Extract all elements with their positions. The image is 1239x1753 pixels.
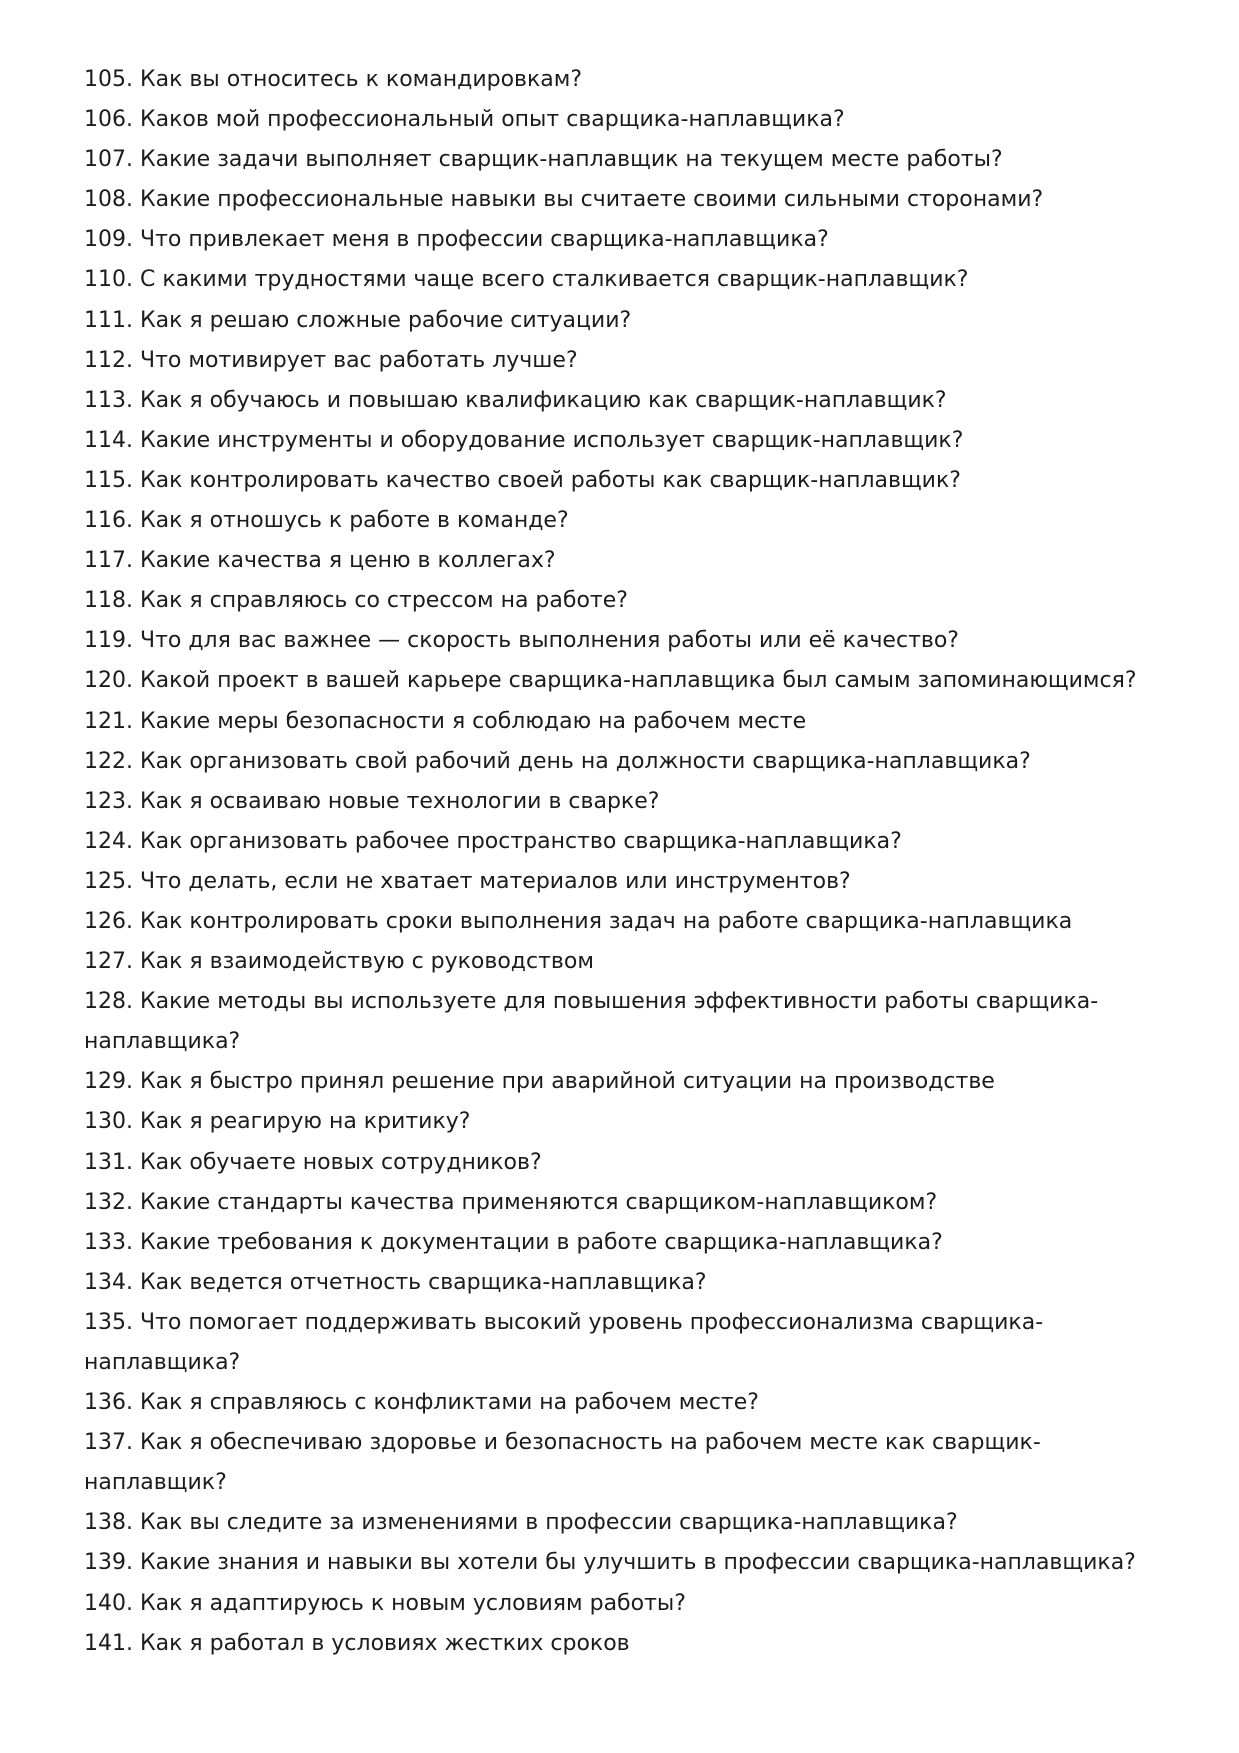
question-item	[84, 902, 1164, 942]
question-text: Как я справляюсь с конфликтами на рабочем месте?	[140, 1390, 759, 1416]
question-text: Какие профессиональные навыки вы считаете своими сильными сторонами?	[140, 187, 1044, 213]
question-item	[84, 381, 1164, 421]
question-text: Какие задачи выполняет сварщик-наплавщик на текущем месте работы?	[140, 147, 1003, 173]
question-text: Как организовать рабочее пространство сварщика-наплавщика?	[140, 828, 902, 854]
question-number: 133 .	[84, 1230, 140, 1255]
question-number: 139 .	[84, 1550, 140, 1575]
question-item	[84, 1102, 1164, 1142]
question-item	[84, 621, 1164, 661]
question-number: 123 .	[84, 789, 140, 814]
question-number: 111 .	[84, 308, 140, 333]
question-text: Как контролировать сроки выполнения задач на работе сварщика-наплавщика	[140, 908, 1073, 934]
question-item	[84, 1543, 1164, 1583]
question-text: Как я отношусь к работе в команде?	[140, 508, 569, 534]
question-number: 128 .	[84, 989, 140, 1014]
question-item	[84, 100, 1164, 140]
question-number: 125 .	[84, 869, 140, 894]
question-item	[84, 1062, 1164, 1102]
question-item	[84, 1183, 1164, 1223]
question-number: 132 .	[84, 1190, 140, 1215]
question-number: 116 .	[84, 508, 140, 533]
question-number: 106 .	[84, 107, 140, 132]
question-item	[84, 341, 1164, 381]
question-text: Какие методы вы используете для повышения эффективности работы сварщика-наплавщика?	[84, 989, 1099, 1055]
question-text: Какие меры безопасности я соблюдаю на рабочем месте	[140, 708, 807, 734]
question-number: 137 .	[84, 1430, 140, 1455]
question-text: Как обучаете новых сотрудников?	[140, 1149, 542, 1175]
question-item	[84, 581, 1164, 621]
question-number: 122 .	[84, 749, 140, 774]
question-number: 107 .	[84, 147, 140, 172]
question-number: 118 .	[84, 588, 140, 613]
question-text: Как я работал в условиях жестких сроков	[140, 1630, 630, 1656]
question-item	[84, 702, 1164, 742]
question-text: Как я осваиваю новые технологии в сварке?	[140, 788, 660, 814]
question-text: Какие требования к документации в работе сварщика-наплавщика?	[140, 1229, 943, 1255]
question-item	[84, 220, 1164, 260]
question-item	[84, 461, 1164, 501]
question-text: Какие качества я ценю в коллегах?	[140, 548, 556, 574]
question-item	[84, 60, 1164, 100]
question-text: Что для вас важнее — скорость выполнения работы или её качество?	[140, 628, 959, 654]
question-text: Каков мой профессиональный опыт сварщика-наплавщика?	[140, 107, 845, 133]
question-text: Как я решаю сложные рабочие ситуации?	[140, 307, 632, 333]
question-number: 136 .	[84, 1390, 140, 1415]
question-number: 117 .	[84, 548, 140, 573]
question-item	[84, 1303, 1164, 1383]
question-list	[84, 60, 1164, 1664]
question-text: Как я реагирую на критику?	[140, 1109, 471, 1135]
question-text: Как ведется отчетность сварщика-наплавщика?	[140, 1269, 707, 1295]
question-number: 127 .	[84, 949, 140, 974]
question-text: Какие стандарты качества применяются сварщиком-наплавщиком?	[140, 1189, 938, 1215]
question-text: Что помогает поддерживать высокий уровень профессионализма сварщика-наплавщика?	[84, 1309, 1044, 1375]
question-text: Как я быстро принял решение при аварийной ситуации на производстве	[140, 1069, 995, 1095]
question-number: 134 .	[84, 1270, 140, 1295]
question-text: Как я адаптируюсь к новым условиям работы?	[140, 1590, 686, 1616]
question-item	[84, 180, 1164, 220]
question-item	[84, 501, 1164, 541]
question-number: 113 .	[84, 388, 140, 413]
question-item	[84, 1423, 1164, 1503]
question-number: 120 .	[84, 668, 140, 693]
question-item	[84, 140, 1164, 180]
question-number: 110 .	[84, 267, 140, 292]
question-text: Какой проект в вашей карьере сварщика-наплавщика был самым запоминающимся?	[140, 668, 1137, 694]
question-item	[84, 782, 1164, 822]
question-number: 121 .	[84, 709, 140, 734]
question-item	[84, 1143, 1164, 1183]
question-text: Какие знания и навыки вы хотели бы улучшить в профессии сварщика-наплавщика?	[140, 1550, 1136, 1576]
question-number: 140 .	[84, 1591, 140, 1616]
question-item	[84, 421, 1164, 461]
question-text: Как я справляюсь со стрессом на работе?	[140, 588, 628, 614]
question-item	[84, 541, 1164, 581]
question-item	[84, 862, 1164, 902]
question-text: Как вы относитесь к командировкам?	[140, 67, 583, 92]
question-number: 114 .	[84, 428, 140, 453]
question-item	[84, 982, 1164, 1062]
document-page	[84, 60, 1164, 1664]
question-item	[84, 1263, 1164, 1303]
question-text: Какие инструменты и оборудование использует сварщик-наплавщик?	[140, 427, 964, 453]
question-number: 105 .	[84, 67, 140, 92]
question-text: Что мотивирует вас работать лучше?	[140, 347, 578, 373]
question-text: Как организовать свой рабочий день на должности сварщика-наплавщика?	[140, 748, 1031, 774]
question-number: 115 .	[84, 468, 140, 493]
question-number: 138 .	[84, 1510, 140, 1535]
question-number: 141 .	[84, 1631, 140, 1656]
question-number: 131 .	[84, 1150, 140, 1175]
question-number: 129 .	[84, 1069, 140, 1094]
question-number: 130 .	[84, 1109, 140, 1134]
question-number: 124 .	[84, 829, 140, 854]
question-text: Что делать, если не хватает материалов или инструментов?	[140, 868, 851, 894]
question-number: 108 .	[84, 187, 140, 212]
question-item	[84, 742, 1164, 782]
question-item	[84, 1624, 1164, 1664]
question-item	[84, 822, 1164, 862]
question-text: Как вы следите за изменениями в профессии сварщика-наплавщика?	[140, 1510, 958, 1536]
question-text: С какими трудностями чаще всего сталкивается сварщик-наплавщик?	[140, 267, 969, 293]
question-item	[84, 942, 1164, 982]
question-number: 126 .	[84, 909, 140, 934]
question-item	[84, 1584, 1164, 1624]
question-text: Как я обеспечиваю здоровье и безопасность на рабочем месте как сварщик-наплавщик?	[84, 1430, 1041, 1496]
question-number: 112 .	[84, 348, 140, 373]
question-number: 135 .	[84, 1310, 140, 1335]
question-item	[84, 260, 1164, 300]
question-text: Что привлекает меня в профессии сварщика-наплавщика?	[140, 227, 829, 253]
question-item	[84, 1223, 1164, 1263]
question-number: 119 .	[84, 628, 140, 653]
question-number: 109 .	[84, 227, 140, 252]
question-text: Как я обучаюсь и повышаю квалификацию как сварщик-наплавщик?	[140, 387, 947, 413]
question-item	[84, 661, 1164, 701]
question-item	[84, 1503, 1164, 1543]
question-text: Как контролировать качество своей работы как сварщик-наплавщик?	[140, 467, 961, 493]
question-item	[84, 1383, 1164, 1423]
question-item	[84, 301, 1164, 341]
question-text: Как я взаимодействую с руководством	[140, 949, 594, 975]
